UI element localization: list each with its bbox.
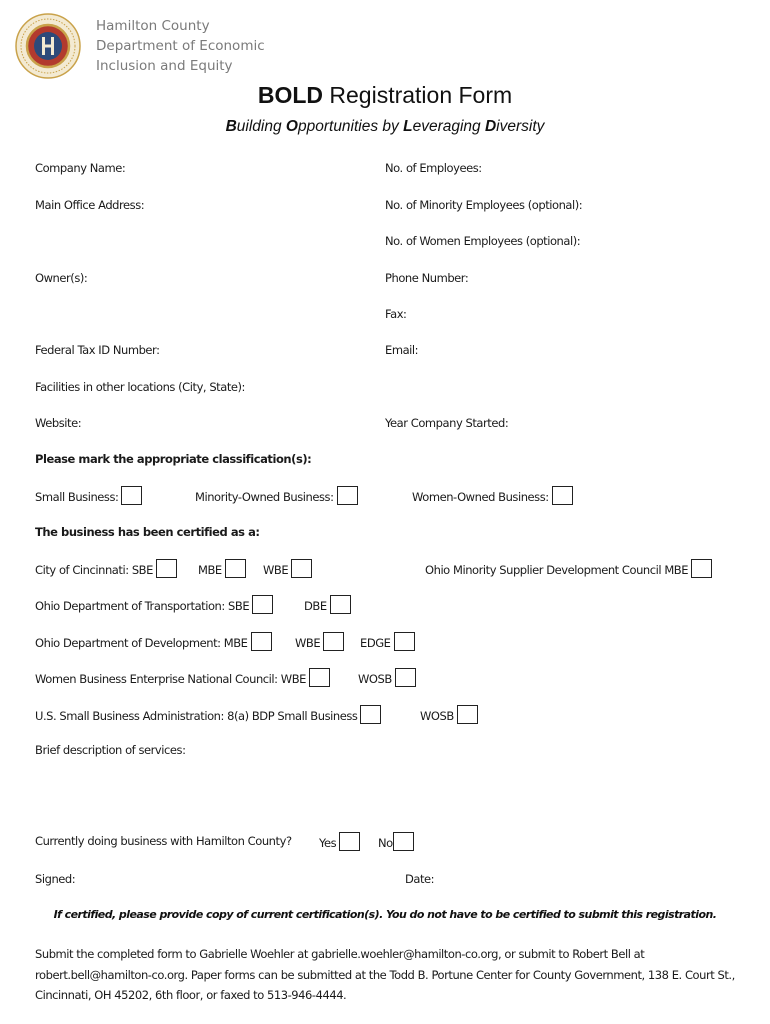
classification-heading: Please mark the appropriate classification(s): xyxy=(35,452,312,466)
owners-label: Owner(s): xyxy=(35,271,88,285)
cincinnati-sbe-checkbox[interactable] xyxy=(156,559,177,578)
odod-edge-checkbox[interactable] xyxy=(394,632,415,651)
doing-business-label: Currently doing business with Hamilton County? xyxy=(35,834,292,848)
small-business-checkbox[interactable] xyxy=(121,486,142,505)
title-bold: BOLD xyxy=(257,82,323,108)
wbenc-wbe-option: Women Business Enterprise National Council: WBE xyxy=(35,670,330,689)
submit-instructions: Submit the completed form to Gabrielle Woehler at gabrielle.woehler@hamilton-co.org, or submit to Robert Bell at robert.bell@hamilton-co.org. Paper forms can be submitted at the Todd B. Portune Center for County Government, 138 E. Court St., Cincinnati, OH 45202, 6th floor, or faxed to 513-946-4444. xyxy=(35,947,735,1002)
num-employees-label: No. of Employees: xyxy=(385,161,482,175)
ohio-msdc-mbe-option: Ohio Minority Supplier Development Council MBE xyxy=(425,561,712,580)
phone-label: Phone Number: xyxy=(385,271,469,285)
sba-wosb-option: WOSB xyxy=(420,707,478,726)
sba-8a-option: U.S. Small Business Administration: 8(a) BDP Small Business xyxy=(35,707,381,726)
fax-label: Fax: xyxy=(385,307,407,321)
odot-dbe-checkbox[interactable] xyxy=(330,595,351,614)
form-subtitle: Building Opportunities by Leveraging Diversity xyxy=(225,118,545,135)
cincinnati-mbe-option: MBE xyxy=(198,561,246,580)
signed-label: Signed: xyxy=(35,872,76,886)
doing-business-yes-checkbox[interactable] xyxy=(339,832,360,851)
odot-dbe-option: DBE xyxy=(304,597,351,616)
odod-edge-option: EDGE xyxy=(360,634,415,653)
main-office-label: Main Office Address: xyxy=(35,198,145,212)
odod-mbe-option: Ohio Department of Development: MBE xyxy=(35,634,272,653)
org-name-line-3: Inclusion and Equity xyxy=(96,58,233,74)
wbenc-wosb-option: WOSB xyxy=(358,670,416,689)
wbenc-wbe-checkbox[interactable] xyxy=(309,668,330,687)
minority-owned-option: Minority-Owned Business: xyxy=(195,488,358,507)
title-rest: Registration Form xyxy=(323,82,513,108)
odod-mbe-checkbox[interactable] xyxy=(251,632,272,651)
facilities-label: Facilities in other locations (City, State): xyxy=(35,380,245,394)
wbenc-wosb-checkbox[interactable] xyxy=(395,668,416,687)
date-label: Date: xyxy=(405,872,435,886)
cincinnati-mbe-checkbox[interactable] xyxy=(225,559,246,578)
odod-wbe-checkbox[interactable] xyxy=(323,632,344,651)
small-business-option: Small Business: xyxy=(35,488,142,507)
ohio-msdc-mbe-checkbox[interactable] xyxy=(691,559,712,578)
doing-business-no-checkbox[interactable] xyxy=(393,832,414,851)
org-name-line-2: Department of Economic xyxy=(96,38,265,54)
website-label: Website: xyxy=(35,416,82,430)
cincinnati-wbe-option: WBE xyxy=(263,561,312,580)
year-started-label: Year Company Started: xyxy=(385,416,509,430)
women-owned-option: Women-Owned Business: xyxy=(412,488,573,507)
brief-description-label: Brief description of services: xyxy=(35,743,186,757)
odot-sbe-checkbox[interactable] xyxy=(252,595,273,614)
sba-wosb-checkbox[interactable] xyxy=(457,705,478,724)
odod-wbe-option: WBE xyxy=(295,634,344,653)
women-owned-checkbox[interactable] xyxy=(552,486,573,505)
email-label: Email: xyxy=(385,343,419,357)
hamilton-county-seal-logo xyxy=(15,13,81,79)
cincinnati-sbe-option: City of Cincinnati: SBE xyxy=(35,561,177,580)
form-title xyxy=(0,82,770,109)
certified-heading: The business has been certified as a: xyxy=(35,525,260,539)
sba-8a-checkbox[interactable] xyxy=(360,705,381,724)
certification-note: If certified, please provide copy of current certification(s). You do not have to be certified to submit this registration. xyxy=(53,908,717,921)
org-name-line-1: Hamilton County xyxy=(96,18,210,34)
cincinnati-wbe-checkbox[interactable] xyxy=(291,559,312,578)
women-employees-label: No. of Women Employees (optional): xyxy=(385,234,581,248)
minority-employees-label: No. of Minority Employees (optional): xyxy=(385,198,583,212)
doing-business-no-option: No xyxy=(378,834,414,853)
federal-tax-label: Federal Tax ID Number: xyxy=(35,343,160,357)
minority-owned-checkbox[interactable] xyxy=(337,486,358,505)
company-name-label: Company Name: xyxy=(35,161,126,175)
odot-sbe-option: Ohio Department of Transportation: SBE xyxy=(35,597,273,616)
doing-business-yes-option: Yes xyxy=(319,834,360,853)
